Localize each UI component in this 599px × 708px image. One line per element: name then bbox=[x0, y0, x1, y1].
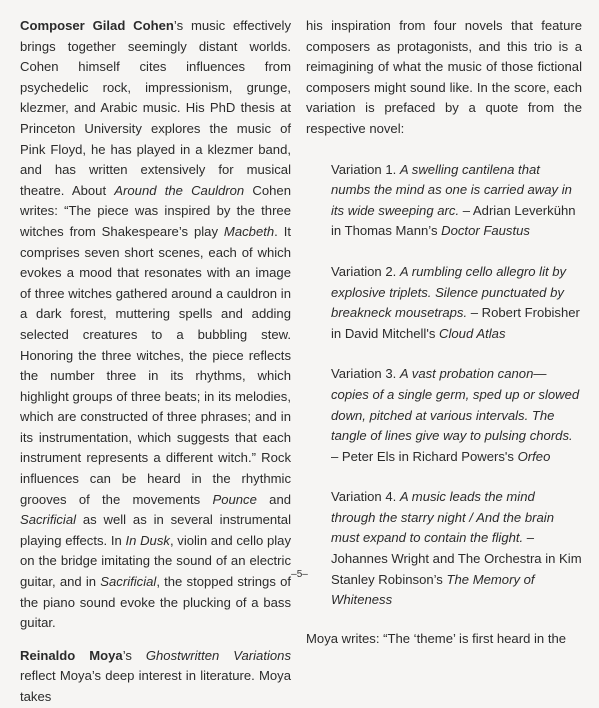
variation-label: Variation 4. bbox=[331, 489, 400, 505]
book-title: The Memory of Whiteness bbox=[331, 571, 535, 608]
moya-paragraph bbox=[20, 646, 291, 708]
text-run: Cohen writes: “The piece was inspired by the three witches from Shakespeare’s play bbox=[20, 182, 291, 239]
book-title: Cloud Atlas bbox=[439, 325, 506, 341]
title-ghostwritten-variations: Ghostwritten Variations bbox=[145, 647, 291, 663]
variation-attribution: – Adrian Leverkühn in Thomas Mann’s bbox=[331, 202, 576, 239]
text-run: , the stopped strings of the piano sound evoke the plucking of a bass guitar. bbox=[20, 574, 291, 631]
variation-quote: A swelling cantilena that numbs the mind as one is carried away in its wide sweeping arc. bbox=[331, 161, 572, 218]
intro-paragraph: his inspiration from four novels that feature composers as protagonists, and this trio is a reimagining of what the music of those fictional composers might sound like. In the score, each variation is prefaced by a quote from the respective novel: bbox=[306, 18, 582, 136]
variation-label: Variation 1. bbox=[331, 161, 400, 177]
text-run: and bbox=[256, 491, 292, 507]
text-run: ’s music effectively brings together seemingly distant worlds. Cohen himself cites influences from psychedelic rock, impressionism, grunge, klezmer, and Arabic music. His PhD thesis at Princeton University explores the music of Pink Floyd, he has played in a klezmer band, and has written extensively for musical theatre. About bbox=[20, 18, 291, 198]
variation-quote: A music leads the mind through the starry night / And the brain must expand to contain the flight. bbox=[331, 489, 554, 546]
variation-quote: A vast probation canon—copies of a single germ, sped up or slowed down, pitched at various intervals. The tangle of lines give way to pulsing chords. bbox=[331, 366, 580, 444]
book-title: Orfeo bbox=[517, 448, 551, 464]
variation-attribution: – Peter Els in Richard Powers's bbox=[331, 448, 518, 464]
text-run: as well as in several instrumental playing effects. In bbox=[20, 512, 291, 548]
title-around-the-cauldron: Around the Cauldron bbox=[114, 182, 245, 198]
variation-3 bbox=[331, 364, 582, 467]
text-run: , violin and cello play on the bridge imitating the sound of an electric guitar, and in bbox=[20, 532, 291, 590]
variation-quote: A rumbling cello allegro lit by explosive triplets. Silence punctuated by breakneck mousetraps. bbox=[331, 263, 567, 321]
title-in-dusk: In Dusk bbox=[125, 532, 170, 548]
variation-4 bbox=[331, 487, 582, 611]
title-sacrificial: Sacrificial bbox=[20, 512, 77, 528]
cohen-paragraph bbox=[20, 16, 291, 634]
variation-label: Variation 3. bbox=[331, 366, 400, 382]
closing-paragraph: Moya writes: “The ‘theme’ is first heard in the bbox=[306, 630, 567, 646]
variation-label: Variation 2. bbox=[331, 263, 400, 279]
right-column bbox=[306, 16, 582, 649]
title-macbeth: Macbeth bbox=[223, 223, 275, 239]
text-run: reflect Moya’s deep interest in literature. Moya takes bbox=[20, 668, 291, 704]
left-column bbox=[20, 16, 291, 708]
variation-1 bbox=[331, 160, 582, 242]
variation-attribution: – Robert Frobisher in David Mitchell's bbox=[331, 305, 580, 341]
book-title: Doctor Faustus bbox=[441, 223, 530, 239]
variation-attribution: – Johannes Wright and The Orchestra in Kim Stanley Robinson’s bbox=[331, 530, 582, 587]
text-run: . It comprises seven short scenes, each of which evokes a mood that resonates with an image of three witches gathered around a cauldron in a dark forest, muttering spells and adding selected creatures to a bubbling stew. Honoring the three witches, the piece reflects the number three in its rhythms, which highlight groups of three beats; in its melodies, which are constructed of three phrases; and in its instrumentation, which suggests that each instrument represents a different witch.” Rock influences can be heard in the rhythmic grooves of the movements bbox=[20, 223, 291, 507]
title-pounce: Pounce bbox=[212, 491, 257, 507]
text-run: ’s bbox=[122, 647, 146, 663]
composer-name-cohen: Composer Gilad Cohen bbox=[20, 18, 174, 33]
title-sacrificial: Sacrificial bbox=[100, 574, 157, 590]
page-number: –5– bbox=[291, 569, 308, 580]
composer-name-moya: Reinaldo Moya bbox=[20, 647, 123, 663]
variation-2 bbox=[331, 262, 582, 344]
